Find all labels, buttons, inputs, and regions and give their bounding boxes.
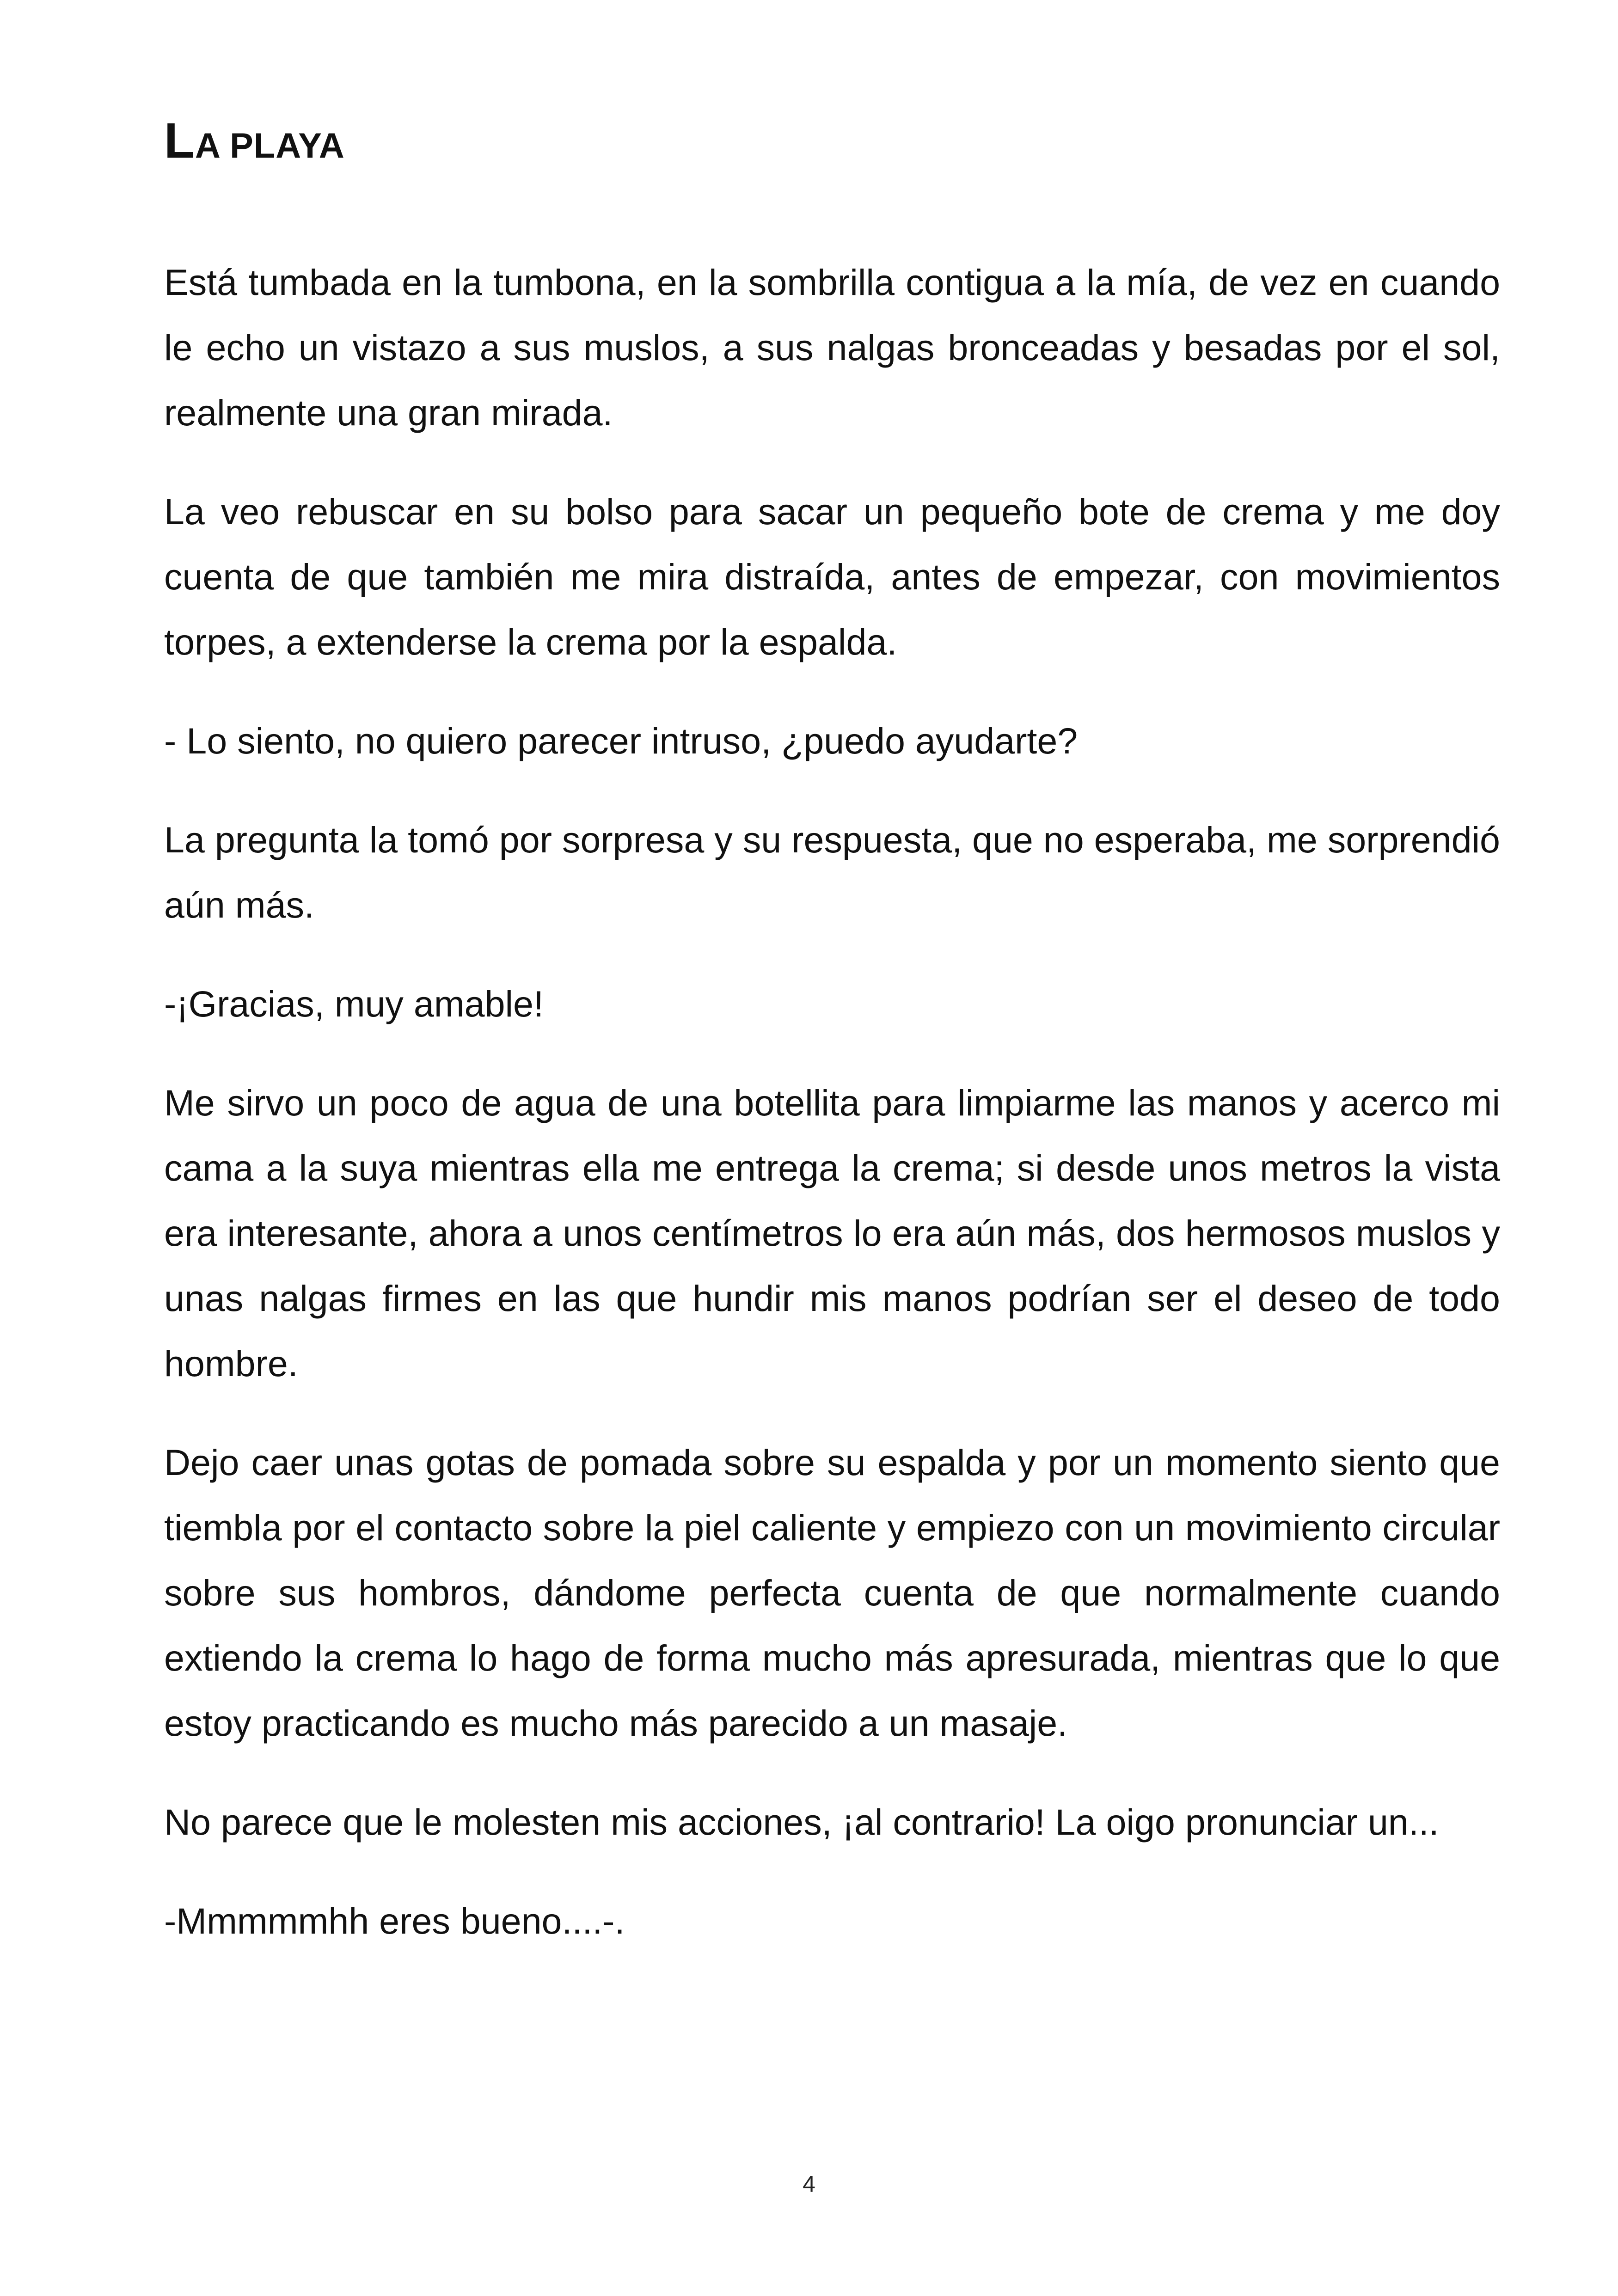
dialogue-line: - Lo siento, no quiero parecer intruso, ¿puedo ayudarte?	[164, 720, 1078, 761]
chapter-title-initial: L	[164, 112, 195, 168]
paragraph: La pregunta la tomó por sorpresa y su respuesta, que no esperaba, me sorprendió aún más.	[164, 819, 1500, 925]
paragraph: La veo rebuscar en su bolso para sacar un pequeño bote de crema y me doy cuenta de que también me mira distraída, antes de empezar, con movimientos torpes, a extenderse la crema por la espalda.	[164, 491, 1500, 662]
dialogue-line: -¡Gracias, muy amable!	[164, 983, 544, 1024]
paragraph: No parece que le molesten mis acciones, ¡al contrario! La oigo pronunciar un...	[164, 1801, 1439, 1843]
page-number: 4	[803, 2171, 815, 2197]
paragraph: Dejo caer unas gotas de pomada sobre su espalda y por un momento siento que tiembla por el contacto sobre la piel caliente y empiezo con un movimiento circular sobre sus hombros, dándome perfecta cuenta de que normalmente cuando extiendo la crema lo hago de forma mucho más apresurada, mientras que lo que estoy practicando es mucho más parecido a un masaje.	[164, 1442, 1500, 1744]
paragraph: Me sirvo un poco de agua de una botellita para limpiarme las manos y acerco mi cama a la suya mientras ella me entrega la crema; si desde unos metros la vista era interesante, ahora a unos centímetros lo era aún más, dos hermosos muslos y unas nalgas firmes en las que hundir mis manos podrían ser el deseo de todo hombre.	[164, 1082, 1500, 1384]
paragraph: Está tumbada en la tumbona, en la sombrilla contigua a la mía, de vez en cuando le echo un vistazo a sus muslos, a sus nalgas bronceadas y besadas por el sol, realmente una gran mirada.	[164, 262, 1500, 433]
body-text	[164, 250, 1500, 1987]
dialogue-line: -Mmmmmhh eres bueno....-.	[164, 1900, 625, 1941]
chapter-title-rest: A PLAYA	[195, 126, 345, 165]
chapter-title	[164, 112, 345, 168]
